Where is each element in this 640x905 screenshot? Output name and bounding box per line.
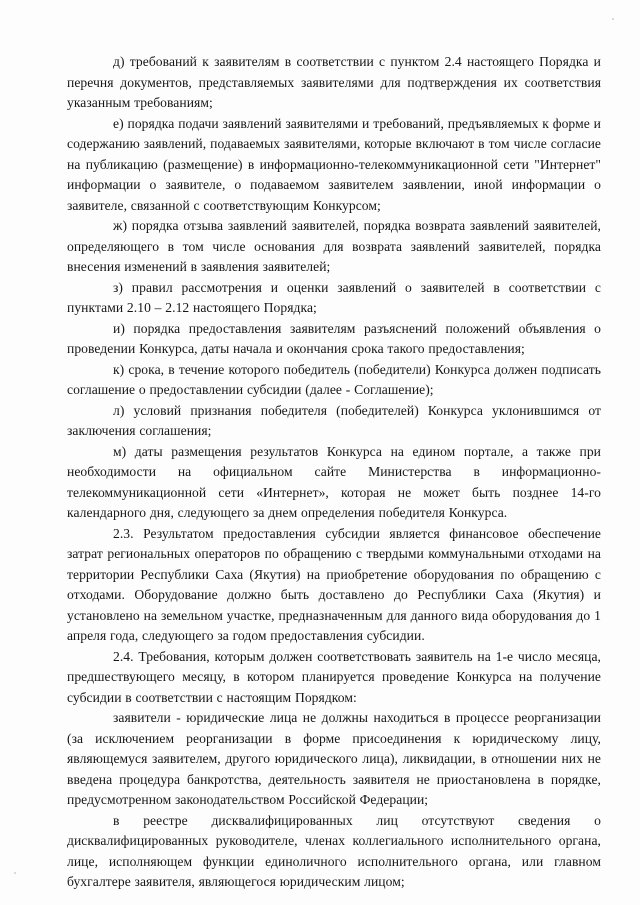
paragraph-item-m: м) даты размещения результатов Конкурса на едином портале, а также при необходимости на официальном сайте Министерства в информационно-телекоммуникационной сети «Интернет», которая не может быть позднее 14-го календарного дня, следующего за днем определения победителя Конкурса. xyxy=(67,443,601,520)
paragraph-item-k: к) срока, в течение которого победитель (победители) Конкурса должен подписать соглашение о предоставлении субсидии (далее - Соглашение); xyxy=(67,361,601,397)
paragraph-2-4: 2.4. Требования, которым должен соответствовать заявитель на 1-е число месяца, предшествующего месяцу, в котором планируется проведение Конкурса на получение субсидии в соответствии с настоящим Порядком: xyxy=(67,648,601,705)
paragraph-2-3: 2.3. Результатом предоставления субсидии является финансовое обеспечение затрат региональных операторов по обращению с твердыми коммунальными отходами на территории Республики Саха (Якутия) на приобретение оборудования по обращению с отходами. Оборудование должно быть доставлено до Республики Саха (Якутия) и установлено на земельном участке, предназначенным для данного вида оборудования до 1 апреля года, следующего за годом предоставления субсидии. xyxy=(67,525,601,643)
scan-speck xyxy=(612,18,614,20)
paragraph-item-e: е) порядка подачи заявлений заявителями и требований, предъявляемых к форме и содержанию заявлений, подаваемых заявителями, которые включают в том числе согласие на публикацию (размещение) в информационно-телекоммуникационной сети "Интернет" информации о заявителе, о подаваемом заявителем заявлении, иной информации о заявителе, связанной с соответствующим Конкурсом; xyxy=(67,115,601,213)
paragraph-requirement-disqualified-registry: в реестре дисквалифицированных лиц отсутствуют сведения о дисквалифицированных руководителе, членах коллегиального исполнительного органа, лице, исполняющем функции единоличного исполнительного органа, или главном бухгалтере заявителя, являющегося юридическим лицом; xyxy=(67,812,601,889)
paragraph-item-l: л) условий признания победителя (победителей) Конкурса уклонившимся от заключения соглашения; xyxy=(67,402,601,438)
scan-speck xyxy=(14,872,16,874)
paragraph-requirement-reorganization: заявители - юридические лица не должны находиться в процессе реорганизации (за исключением реорганизации в форме присоединения к юридическому лицу, являющемуся заявителем, другого юридического лица), ликвидации, в отношении них не введена процедура банкротства, деятельность заявителя не приостановлена в порядке, предусмотренном законодательством Российской Федерации; xyxy=(67,710,601,807)
paragraph-item-zh: ж) порядка отзыва заявлений заявителей, порядка возврата заявлений заявителей, определяющего в том числе основания для возврата заявлений заявителей, порядка внесения изменений в заявления заявителей; xyxy=(67,218,601,274)
document-body xyxy=(67,52,601,893)
paragraph-item-z: з) правил рассмотрения и оценки заявлений о заявителей в соответствии с пунктами 2.10 – 2.12 настоящего Порядка; xyxy=(67,279,601,315)
paragraph-item-i: и) порядка предоставления заявителям разъяснений положений объявления о проведении Конкурса, даты начала и окончания срока такого предоставления; xyxy=(67,320,601,356)
paragraph-item-d: д) требований к заявителям в соответствии с пунктом 2.4 настоящего Порядка и перечня документов, представляемых заявителями для подтверждения их соответствия указанным требованиям; xyxy=(67,54,601,110)
